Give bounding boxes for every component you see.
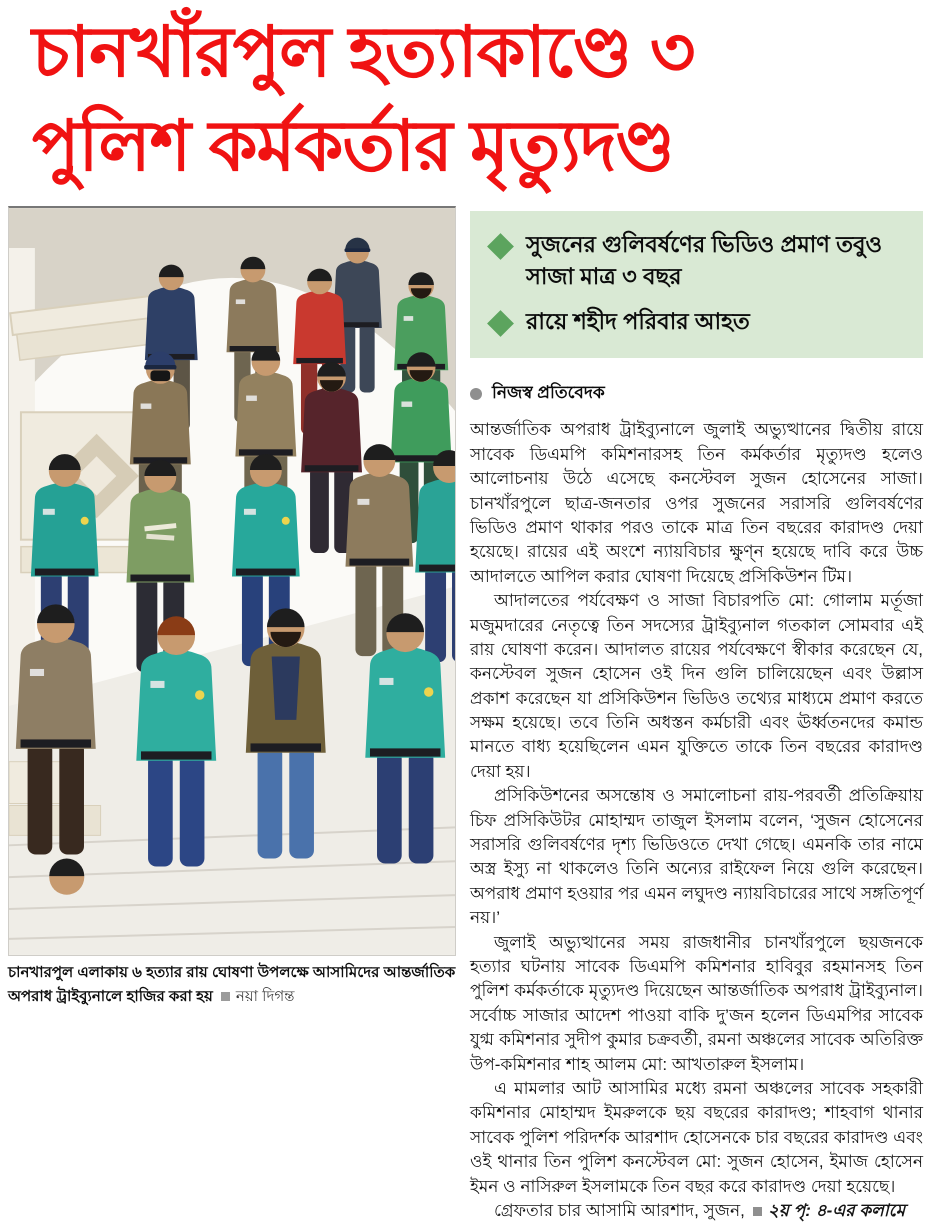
paragraph: এ মামলার আট আসামির মধ্যে রমনা অঞ্চলের সাবেক সহকারী কমিশনার মোহাম্মদ ইমরুলকে ছয় বছরের কারাদণ্ড; শাহবাগ থানার সাবেক পুলিশ পরিদর্শক আরশাদ হোসেনকে চার বছরের কারাদণ্ড এবং ওই থানার তিন পুলিশ কনস্টেবল মো: সুজন হোসেন, ইমাজ হোসেন ইমন ও নাসিরুল ইসলামকে তিন বছর করে কারাদণ্ড দেয়া হয়েছে। (470, 1078, 923, 1196)
highlight-item-text: রায়ে শহীদ পরিবার আহত (526, 309, 750, 335)
jump-line (470, 1199, 923, 1223)
highlight-item (488, 229, 903, 293)
photo-credit: নয়া দিগন্ত (235, 987, 295, 1005)
news-photo (8, 206, 456, 956)
highlight-box (470, 211, 923, 359)
article-text (470, 418, 923, 1223)
photo-column (8, 206, 456, 1223)
byline-dot-icon (470, 388, 482, 400)
byline (470, 380, 923, 408)
highlight-item-text: সুজনের গুলিবর্ষণের ভিডিও প্রমাণ তবুও সাজা মাত্র ৩ বছর (526, 231, 883, 289)
headline-line-2: পুলিশ কর্মকর্তার মৃত্যুদণ্ড (32, 106, 674, 185)
highlight-item (488, 306, 903, 338)
byline-label: নিজস্ব প্রতিবেদক (492, 383, 605, 403)
photo-caption-text: চানখারপুল এলাকায় ৬ হত্যার রায় ঘোষণা উপলক্ষে আসামিদের আন্তর্জাতিক অপরাধ ট্রাইব্যুনালে হাজির করা হয় (8, 963, 456, 1005)
paragraph: আদালতের পর্যবেক্ষণ ও সাজা বিচারপতি মো: গোলাম মর্তূজা মজুমদারের নেতৃত্বে তিন সদস্যের ট্রাইব্যুনাল গতকাল সোমবার এই রায় ঘোষণা করেন। আদালত রায়ের পর্যবেক্ষণে স্বীকার করেছেন যে, কনস্টেবল সুজন হোসেন ওই দিন গুলি চালিয়েছেন এবং উল্লাস প্রকাশ করেছেন যা প্রসিকিউশন ভিডিও তথ্যের মাধ্যমে প্রমাণ করতে সক্ষম হয়েছে। তবে তিনি অধস্তন কর্মচারী এবং ঊর্ধ্বতনদের কমান্ড মানতে বাধ্য হয়েছিলেন এমন যুক্তিতে তাকে তিন বছরের কারাদণ্ড দেয়া হয়। (470, 591, 923, 781)
diamond-bullet-icon (487, 233, 514, 260)
article-body-columns (0, 206, 927, 1223)
jump-line-text: গ্রেফতার চার আসামি আরশাদ, সুজন, (494, 1200, 745, 1220)
credit-square-icon (221, 992, 230, 1001)
courtroom-stairs-photo-illustration (9, 208, 455, 955)
jump-square-icon (753, 1207, 762, 1216)
diamond-bullet-icon (487, 311, 514, 338)
headline-line-1: চানখাঁরপুল হত্যাকাণ্ডে ৩ (32, 13, 695, 91)
paragraph: প্রসিকিউশনের অসন্তোষ ও সমালোচনা রায়-পরবর্তী প্রতিক্রিয়ায় চিফ প্রসিকিউটর মোহাম্মদ তাজুল ইসলাম বলেন, ‘সুজন হোসেনের সরাসরি গুলিবর্ষণের দৃশ্য ভিডিওতে দেখা গেছে। এমনকি তার নামে অস্ত্র ইস্যু না থাকলেও তিনি অন্যের রাইফেল নিয়ে গুলি করেছেন। অপরাধ প্রমাণ হওয়ার পর এমন লঘুদণ্ড ন্যায়বিচারের সাথে সঙ্গতিপূর্ণ নয়।’ (470, 786, 923, 928)
paragraph: জুলাই অভ্যুত্থানের সময় রাজধানীর চানখাঁরপুলে ছয়জনকে হত্যার ঘটনায় সাবেক ডিএমপি কমিশনার হাবিবুর রহমানসহ তিন পুলিশ কর্মকর্তাকে মৃত্যুদণ্ড দিয়েছেন আন্তর্জাতিক অপরাধ ট্রাইব্যুনাল। সর্বোচ্চ সাজার আদেশ পাওয়া বাকি দু’জন হলেন ডিএমপির সাবেক যুগ্ম কমিশনার সুদীপ কুমার চক্রবর্তী, রমনা অঞ্চলের সাবেক অতিরিক্ত উপ-কমিশনার শাহ আলম মো: আখতারুল ইসলাম। (470, 932, 923, 1074)
text-column (470, 206, 925, 1223)
photo-caption (8, 961, 456, 1009)
jump-page-reference: ২য় পৃ: ৪-এর কলামে (767, 1200, 906, 1220)
paragraph: আন্তর্জাতিক অপরাধ ট্রাইব্যুনালে জুলাই অভ্যুত্থানের দ্বিতীয় রায়ে সাবেক ডিএমপি কমিশনারসহ তিন কর্মকর্তার মৃত্যুদণ্ড হলেও আলোচনায় উঠে এসেছে কনস্টেবল সুজন হোসেনের সাজা। চানখাঁরপুলে ছাত্র-জনতার ওপর সুজনের সরাসরি গুলিবর্ষণের ভিডিও প্রমাণ থাকার পরও তাকে মাত্র তিন বছরের কারাদণ্ড দেয়া হয়েছে। রায়ের এই অংশে ন্যায়বিচার ক্ষুণ্ন হয়েছে দাবি করে উচ্চ আদালতে আপিল করার ঘোষণা দিয়েছে প্রসিকিউশন টিম। (470, 420, 923, 586)
article-headline (0, 0, 927, 206)
